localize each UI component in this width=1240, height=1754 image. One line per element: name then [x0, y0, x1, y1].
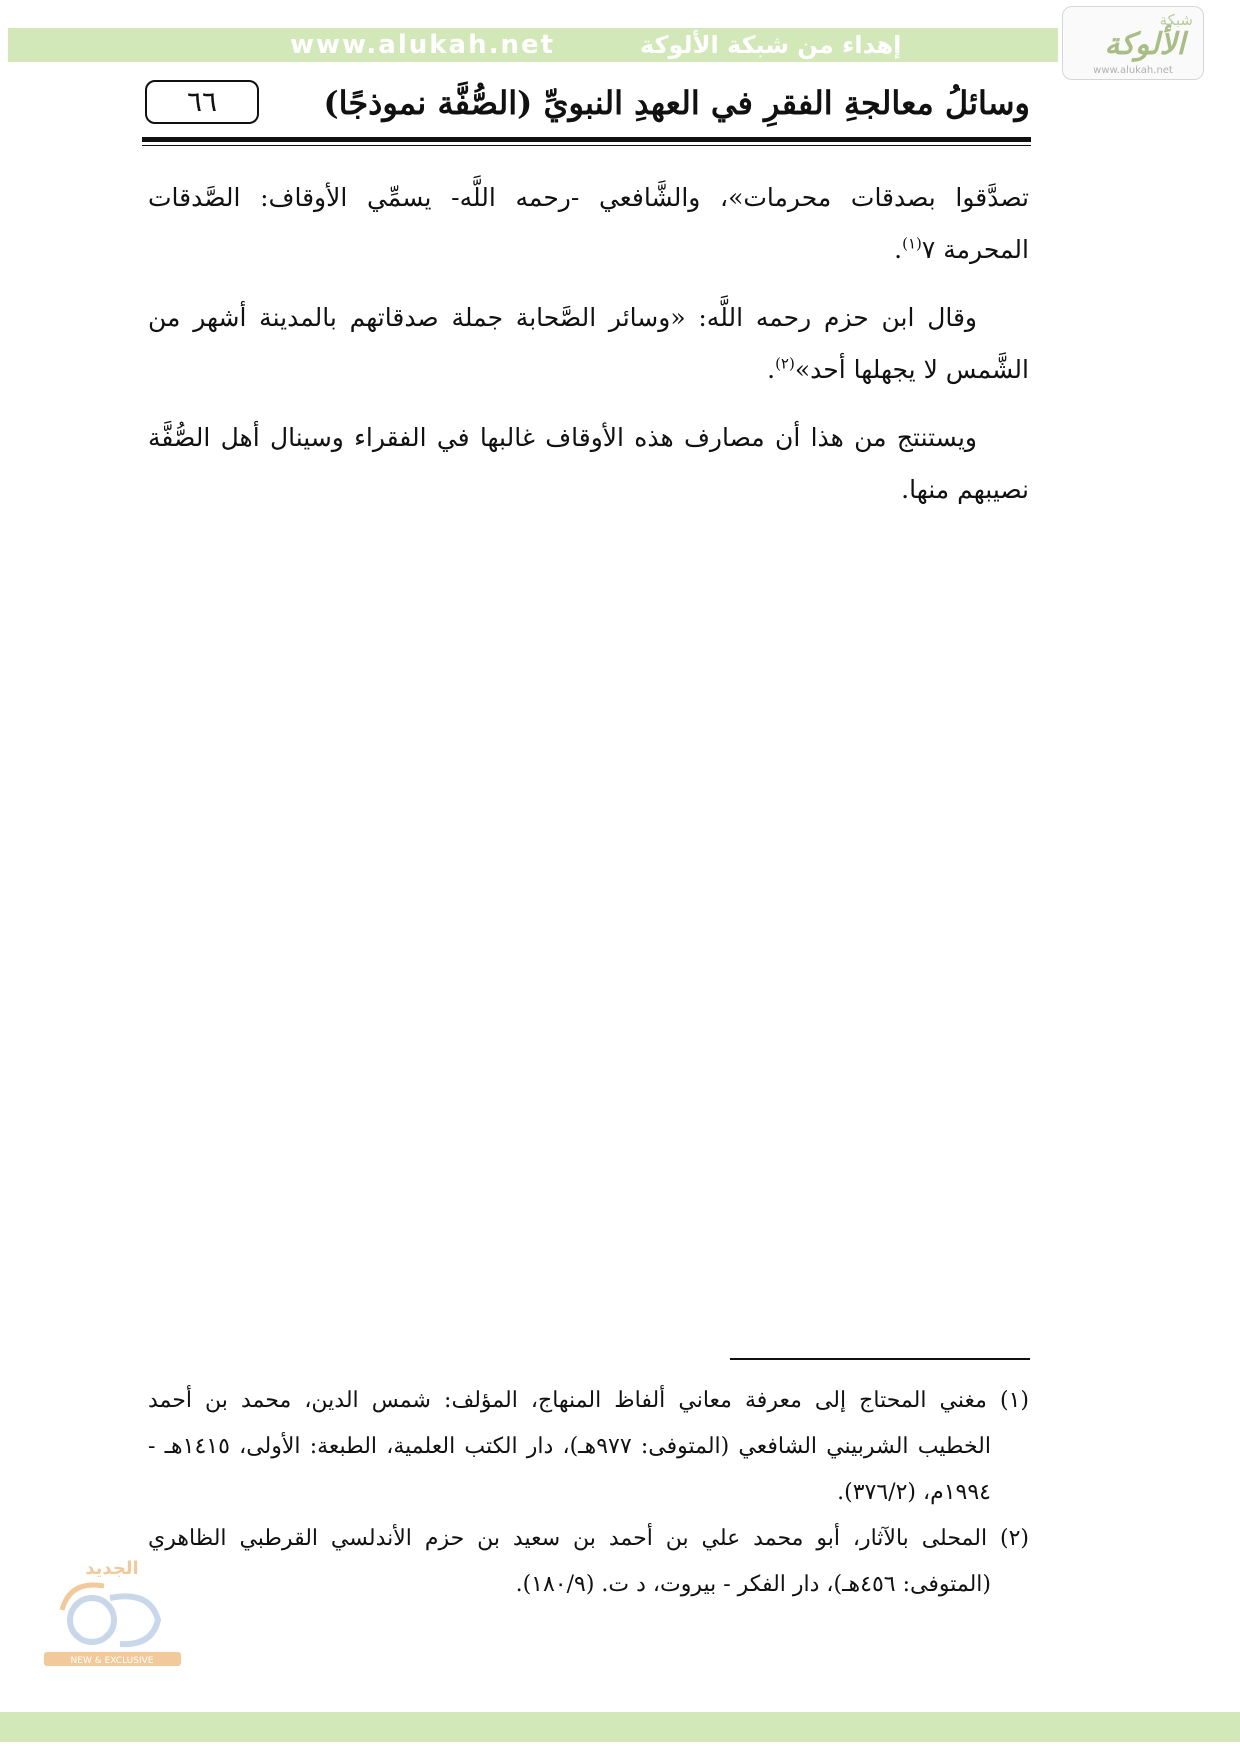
- paragraph: [148, 412, 1029, 516]
- logo-main-text: الألوكة: [1104, 27, 1185, 62]
- book-title: وسائلُ معالجةِ الفقرِ في العهدِ النبويِّ (الصُّفَّة نموذجًا): [323, 84, 1030, 122]
- footnotes: [148, 1378, 1029, 1608]
- page-body: [148, 172, 1029, 532]
- footnote-marker: (٢): [999, 1526, 1029, 1551]
- alukah-logo: [1062, 6, 1204, 80]
- footnote-text: المحلى بالآثار، أبو محمد علي بن أحمد بن سعيد بن حزم الأندلسي القرطبي الظاهري (المتوفى: ٤٥٦هـ)، دار الفكر - بيروت، د ت. (١٨٠/٩).: [148, 1526, 991, 1597]
- paragraph: تصدَّقوا بصدقات محرمات»، والشَّافعي -رحمه اللَّه- يسمِّي الأوقاف: الصَّدقات المحرمة ٧$^{(١)}$.: [148, 183, 1029, 264]
- footnote-ref[interactable]: (٢): [775, 354, 795, 373]
- header-rule: [142, 137, 1031, 142]
- logo-url-text: www.alukah.net: [1093, 65, 1173, 76]
- footnote-marker: (١): [999, 1388, 1029, 1413]
- paragraph-text: تصدَّقوا بصدقات محرمات»، والشَّافعي -رحمه اللَّه- يسمِّي الأوقاف: الصَّدقات المحرمة ٧: [148, 183, 1029, 264]
- stamp-top-text: الجديد: [85, 1558, 139, 1579]
- paragraph-text: ويستنتج من هذا أن مصارف هذه الأوقاف غالبها في الفقراء وسينال أهل الصُّفَّة نصيبهم منها.: [148, 423, 1029, 504]
- bottom-banner: [0, 1712, 1240, 1742]
- footnote-text: مغني المحتاج إلى معرفة معاني ألفاظ المنهاج، المؤلف: شمس الدين، محمد بن أحمد الخطيب الشربيني الشافعي (المتوفى: ٩٧٧هـ)، دار الكتب العلمية، الطبعة: الأولى، ١٤١٥هـ - ١٩٩٤م، (٣٧٦/٢).: [148, 1388, 991, 1505]
- paragraph-text: وقال ابن حزم رحمه اللَّه: «وسائر الصَّحابة جملة صدقاتهم بالمدينة أشهر من الشَّمس لا يجهلها أحد»: [148, 303, 1029, 384]
- footnote: [148, 1516, 1029, 1608]
- stamp-bottom-text: NEW & EXCLUSIVE: [70, 1656, 154, 1666]
- header-rule-thin: [142, 145, 1031, 146]
- footnote-ref[interactable]: (١): [902, 234, 922, 253]
- paragraph: وقال ابن حزم رحمه اللَّه: «وسائر الصَّحابة جملة صدقاتهم بالمدينة أشهر من الشَّمس لا يجهلها أحد»$^{(٢)}$.: [148, 303, 1029, 384]
- gift-text: إهداء من شبكة الألوكة: [640, 31, 902, 59]
- new-exclusive-stamp-icon: [40, 1550, 185, 1670]
- page-number: ٦٦: [145, 80, 259, 124]
- logo-top-text: شبكة: [1159, 11, 1193, 29]
- footnote: [148, 1378, 1029, 1516]
- footnote-separator: [730, 1358, 1030, 1360]
- site-url[interactable]: www.alukah.net: [290, 30, 556, 60]
